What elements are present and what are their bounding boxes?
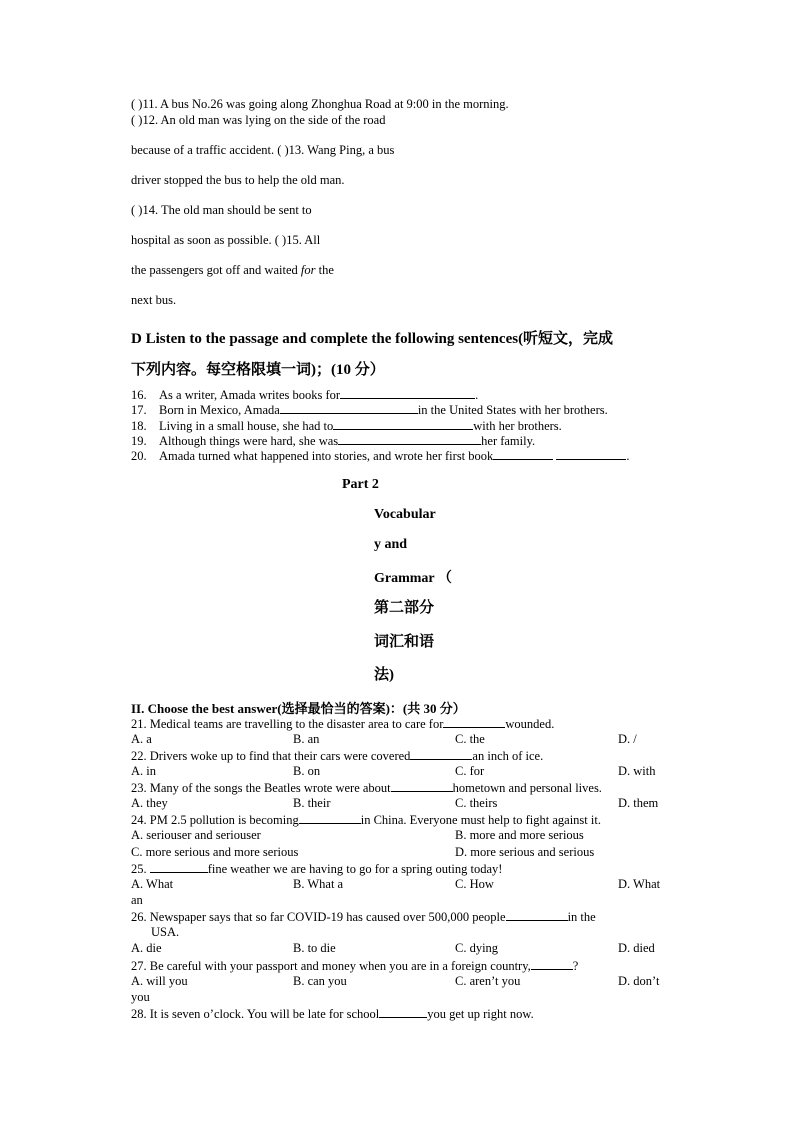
fill-item-17: 17. Born in Mexico, Amada in the United States with her brothers. xyxy=(131,403,608,417)
answer-blank[interactable] xyxy=(299,812,361,824)
question-24: 24. PM 2.5 pollution is becoming in China. Everyone must help to fight against it. xyxy=(131,813,601,827)
answer-blank[interactable] xyxy=(506,909,568,921)
option-c[interactable]: C. How xyxy=(455,877,494,891)
question-23: 23. Many of the songs the Beatles wrote were about hometown and personal lives. xyxy=(131,781,602,795)
answer-blank[interactable] xyxy=(333,418,473,430)
part2-title-line: 法) xyxy=(374,667,394,683)
question-26: 26. Newspaper says that so far COVID-19 has caused over 500,000 people in the xyxy=(131,910,596,924)
option-a[interactable]: A. What xyxy=(131,877,174,891)
part2-title-line: Vocabular xyxy=(374,507,436,522)
part2-title-line: 词汇和语 xyxy=(374,634,435,650)
answer-blank[interactable] xyxy=(443,716,505,728)
option-c[interactable]: C. for xyxy=(455,764,485,778)
question-15-line: hospital as soon as possible. ( )15. All xyxy=(131,233,321,247)
question-15-end: next bus. xyxy=(131,293,177,307)
answer-blank[interactable] xyxy=(493,448,553,460)
option-c[interactable]: C. the xyxy=(455,732,485,746)
option-a[interactable]: A. a xyxy=(131,732,152,746)
option-d[interactable]: D. / xyxy=(618,732,637,746)
option-a[interactable]: A. seriouser and seriouser xyxy=(131,828,261,842)
question-13-line: because of a traffic accident. ( )13. Wang Ping, a bus xyxy=(131,143,395,157)
option-d[interactable]: D. more serious and serious xyxy=(455,845,595,859)
option-c[interactable]: C. aren’t you xyxy=(455,974,521,988)
question-15-cont: the passengers got off and waited for the xyxy=(131,263,334,277)
question-27: 27. Be careful with your passport and money when you are in a foreign country, ? xyxy=(131,959,579,973)
option-b[interactable]: B. more and more serious xyxy=(455,828,584,842)
answer-blank[interactable] xyxy=(280,402,418,414)
fill-item-20: 20. Amada turned what happened into stories, and wrote her first book . xyxy=(131,449,630,463)
option-d[interactable]: D. What xyxy=(618,877,661,891)
question-12: ( )12. An old man was lying on the side of the road xyxy=(131,113,386,127)
answer-blank[interactable] xyxy=(391,780,453,792)
answer-blank[interactable] xyxy=(531,958,573,970)
option-b[interactable]: B. What a xyxy=(293,877,344,891)
option-d[interactable]: D. died xyxy=(618,941,655,955)
question-14: ( )14. The old man should be sent to xyxy=(131,203,312,217)
option-a[interactable]: A. die xyxy=(131,941,162,955)
option-a[interactable]: A. in xyxy=(131,764,156,778)
option-b[interactable]: B. an xyxy=(293,732,320,746)
option-a[interactable]: A. will you xyxy=(131,974,188,988)
question-13-cont: driver stopped the bus to help the old man. xyxy=(131,173,345,187)
question-11: ( )11. A bus No.26 was going along Zhonghua Road at 9:00 in the morning. xyxy=(131,97,509,111)
question-26-cont: USA. xyxy=(151,925,180,939)
answer-blank[interactable] xyxy=(379,1006,427,1018)
option-b[interactable]: B. can you xyxy=(293,974,347,988)
part2-title-line: y and xyxy=(374,537,408,552)
option-d-cont: an xyxy=(131,893,143,907)
option-b[interactable]: B. on xyxy=(293,764,321,778)
option-d[interactable]: D. don’t xyxy=(618,974,660,988)
fill-item-19: 19. Although things were hard, she was her family. xyxy=(131,434,536,448)
section-d-heading-2: 下列内容。每空格限填一词)；(10 分） xyxy=(131,362,385,378)
section-ii-heading: II. Choose the best answer(选择最恰当的答案)：(共 30 分） xyxy=(131,701,466,716)
option-b[interactable]: B. to die xyxy=(293,941,336,955)
answer-blank[interactable] xyxy=(150,861,208,873)
fill-item-18: 18. Living in a small house, she had to with her brothers. xyxy=(131,419,562,433)
answer-blank[interactable] xyxy=(556,448,626,460)
answer-blank[interactable] xyxy=(410,748,472,760)
option-a[interactable]: A. they xyxy=(131,796,168,810)
option-d-cont: you xyxy=(131,990,150,1004)
fill-item-16: 16. As a writer, Amada writes books for . xyxy=(131,388,479,402)
question-25: 25. fine weather we are having to go for a spring outing today! xyxy=(131,862,503,876)
option-d[interactable]: D. them xyxy=(618,796,659,810)
option-d[interactable]: D. with xyxy=(618,764,656,778)
option-c[interactable]: C. theirs xyxy=(455,796,498,810)
section-d-heading: D Listen to the passage and complete the following sentences(听短文，完成 xyxy=(131,331,614,347)
answer-blank[interactable] xyxy=(340,387,475,399)
option-c[interactable]: C. dying xyxy=(455,941,499,955)
part2-title: Part 2 xyxy=(342,477,379,492)
option-b[interactable]: B. their xyxy=(293,796,331,810)
answer-blank[interactable] xyxy=(338,433,481,445)
part2-title-line: 第二部分 xyxy=(374,600,435,616)
option-c[interactable]: C. more serious and more serious xyxy=(131,845,299,859)
part2-title-line: Grammar （ xyxy=(374,571,452,586)
question-28: 28. It is seven o’clock. You will be late for school you get up right now. xyxy=(131,1007,534,1021)
question-22: 22. Drivers woke up to find that their cars were covered an inch of ice. xyxy=(131,749,544,763)
question-21: 21. Medical teams are travelling to the disaster area to care for wounded. xyxy=(131,717,555,731)
